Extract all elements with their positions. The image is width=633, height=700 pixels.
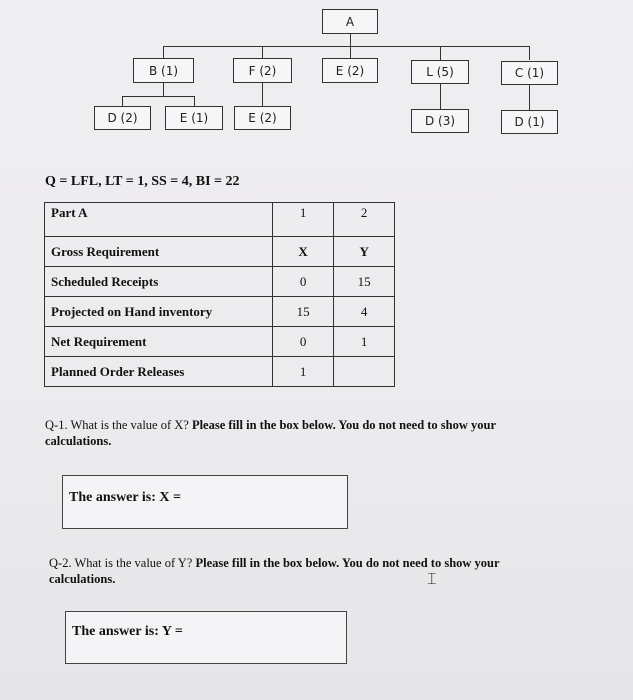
- table-header-period-1: 1: [272, 203, 334, 237]
- table-row: [45, 267, 395, 297]
- cell-period-1: 15: [272, 297, 334, 327]
- bom-node-c: C (1): [501, 61, 558, 85]
- answer-box-x-label: The answer is: X =: [69, 490, 181, 505]
- connector: [262, 83, 263, 106]
- bom-node-b-d: D (2): [94, 106, 151, 130]
- bom-node-e: E (2): [322, 58, 378, 83]
- cell-period-1: X: [272, 237, 334, 267]
- connector: [122, 96, 194, 97]
- answer-box-x[interactable]: [62, 475, 348, 529]
- connector: [194, 96, 195, 106]
- bom-node-b: B (1): [133, 58, 194, 83]
- question-2-instruction: Please fill in the box below. You do not need to show your: [195, 556, 500, 570]
- lot-sizing-parameters: Q = LFL, LT = 1, SS = 4, BI = 22: [45, 174, 240, 189]
- table-header-row: [45, 203, 395, 237]
- row-label: Projected on Hand inventory: [45, 297, 273, 327]
- row-label: Net Requirement: [45, 327, 273, 357]
- mrp-table: [44, 202, 395, 387]
- connector: [122, 96, 123, 106]
- connector: [163, 46, 164, 58]
- connector: [163, 46, 529, 47]
- table-row: [45, 297, 395, 327]
- connector: [350, 46, 351, 58]
- answer-box-y[interactable]: [65, 611, 347, 664]
- connector: [529, 46, 530, 60]
- bom-node-f: F (2): [233, 58, 292, 83]
- cell-period-1: 1: [272, 357, 334, 387]
- bom-node-l-d: D (3): [411, 109, 469, 133]
- question-1-line2: calculations.: [45, 434, 112, 448]
- row-label: Planned Order Releases: [45, 357, 273, 387]
- bom-node-b-e: E (1): [165, 106, 223, 130]
- cell-period-2: 15: [334, 267, 395, 297]
- table-row: [45, 237, 395, 267]
- question-1: [45, 417, 565, 449]
- cell-period-2: 4: [334, 297, 395, 327]
- bom-node-root: A: [322, 9, 378, 34]
- table-row: [45, 357, 395, 387]
- connector: [529, 85, 530, 110]
- row-label: Scheduled Receipts: [45, 267, 273, 297]
- answer-box-y-label: The answer is: Y =: [72, 624, 183, 639]
- bom-node-l: L (5): [411, 60, 469, 84]
- cell-period-2: Y: [334, 237, 395, 267]
- question-2-lead: Q-2. What is the value of Y?: [49, 556, 193, 570]
- connector: [440, 84, 441, 109]
- bom-node-c-d: D (1): [501, 110, 558, 134]
- table-header-part: Part A: [45, 203, 273, 237]
- row-label: Gross Requirement: [45, 237, 273, 267]
- question-2-line2: calculations.: [49, 572, 116, 586]
- cell-period-1: 0: [272, 327, 334, 357]
- table-row: [45, 327, 395, 357]
- bom-tree-diagram: [0, 0, 633, 150]
- table-header-period-2: 2: [334, 203, 395, 237]
- cell-period-2: 1: [334, 327, 395, 357]
- question-2: [49, 555, 569, 587]
- question-1-lead: Q-1. What is the value of X?: [45, 418, 189, 432]
- bom-node-f-e: E (2): [234, 106, 291, 130]
- cell-period-2: [334, 357, 395, 387]
- question-1-instruction: Please fill in the box below. You do not need to show your: [191, 418, 497, 432]
- connector: [163, 83, 164, 97]
- text-cursor-icon: ⌶: [427, 569, 437, 588]
- connector: [440, 46, 441, 60]
- connector: [262, 46, 263, 58]
- connector: [350, 33, 351, 47]
- cell-period-1: 0: [272, 267, 334, 297]
